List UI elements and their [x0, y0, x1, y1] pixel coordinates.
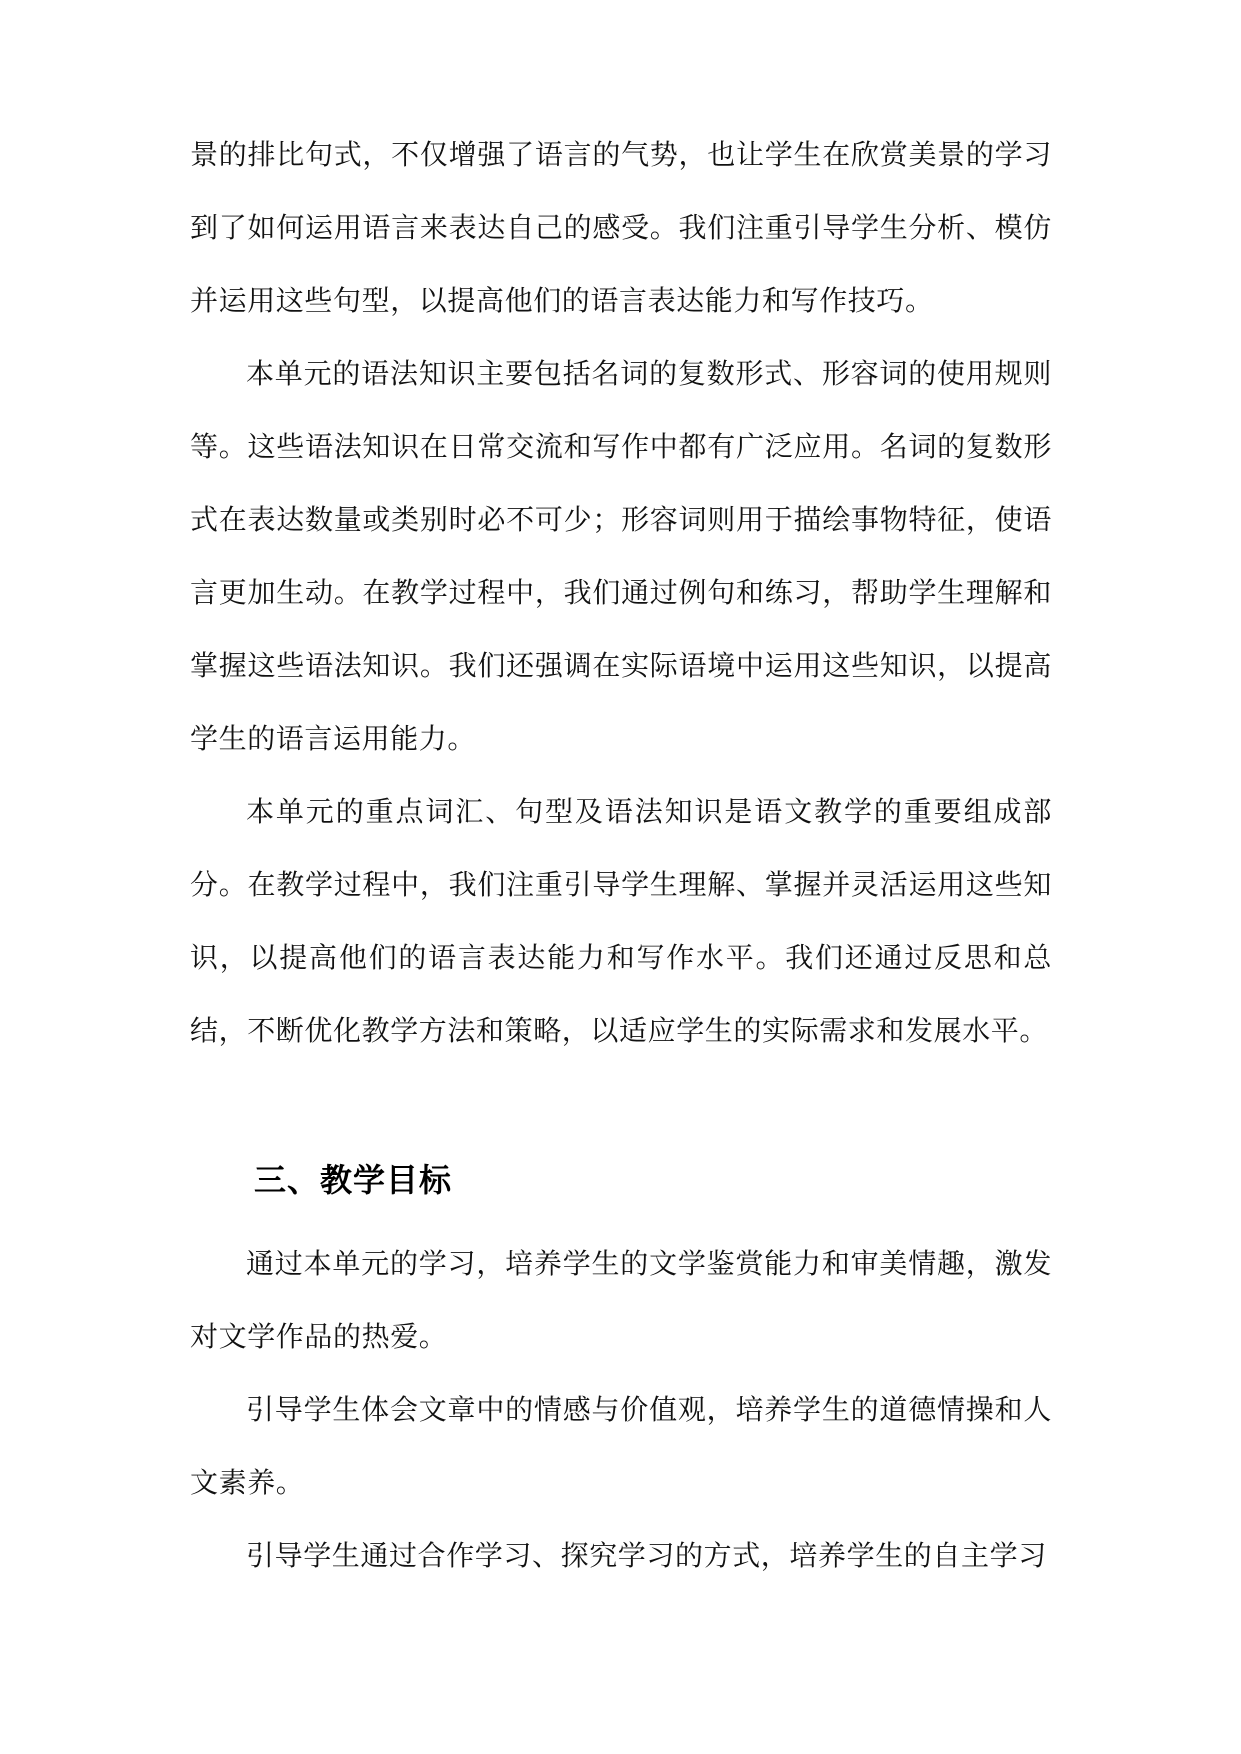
body-text-top [190, 118, 1052, 1067]
paragraph-grammar-knowledge: 本单元的语法知识主要包括名词的复数形式、形容词的使用规则等。这些语法知识在日常交流和写作中都有广泛应用。名词的复数形式在表达数量或类别时必不可少；形容词则用于描绘事物特征，使语言更加生动。在教学过程中，我们通过例句和练习，帮助学生理解和掌握这些语法知识。我们还强调在实际语境中运用这些知识，以提高学生的语言运用能力。 [190, 357, 1052, 755]
paragraph-goal-cooperative-learning: 引导学生通过合作学习、探究学习的方式，培养学生的自主学习 [246, 1539, 1047, 1572]
section-heading-teaching-goals: 三、教学目标 [254, 1161, 453, 1199]
paragraph-summary: 本单元的重点词汇、句型及语法知识是语文教学的重要组成部分。在教学过程中，我们注重引导学生理解、掌握并灵活运用这些知识，以提高他们的语言表达能力和写作水平。我们还通过反思和总结，不断优化教学方法和策略，以适应学生的实际需求和发展水平。 [190, 795, 1052, 1047]
paragraph-goal-literary-appreciation: 通过本单元的学习，培养学生的文学鉴赏能力和审美情趣，激发对文学作品的热爱。 [190, 1247, 1052, 1353]
paragraph-sentence-patterns: 景的排比句式，不仅增强了语言的气势，也让学生在欣赏美景的学习到了如何运用语言来表达自己的感受。我们注重引导学生分析、模仿并运用这些句型，以提高他们的语言表达能力和写作技巧。 [190, 138, 1052, 317]
paragraph-goal-moral-values: 引导学生体会文章中的情感与价值观，培养学生的道德情操和人文素养。 [190, 1393, 1052, 1499]
body-text-bottom [190, 1227, 1052, 1592]
